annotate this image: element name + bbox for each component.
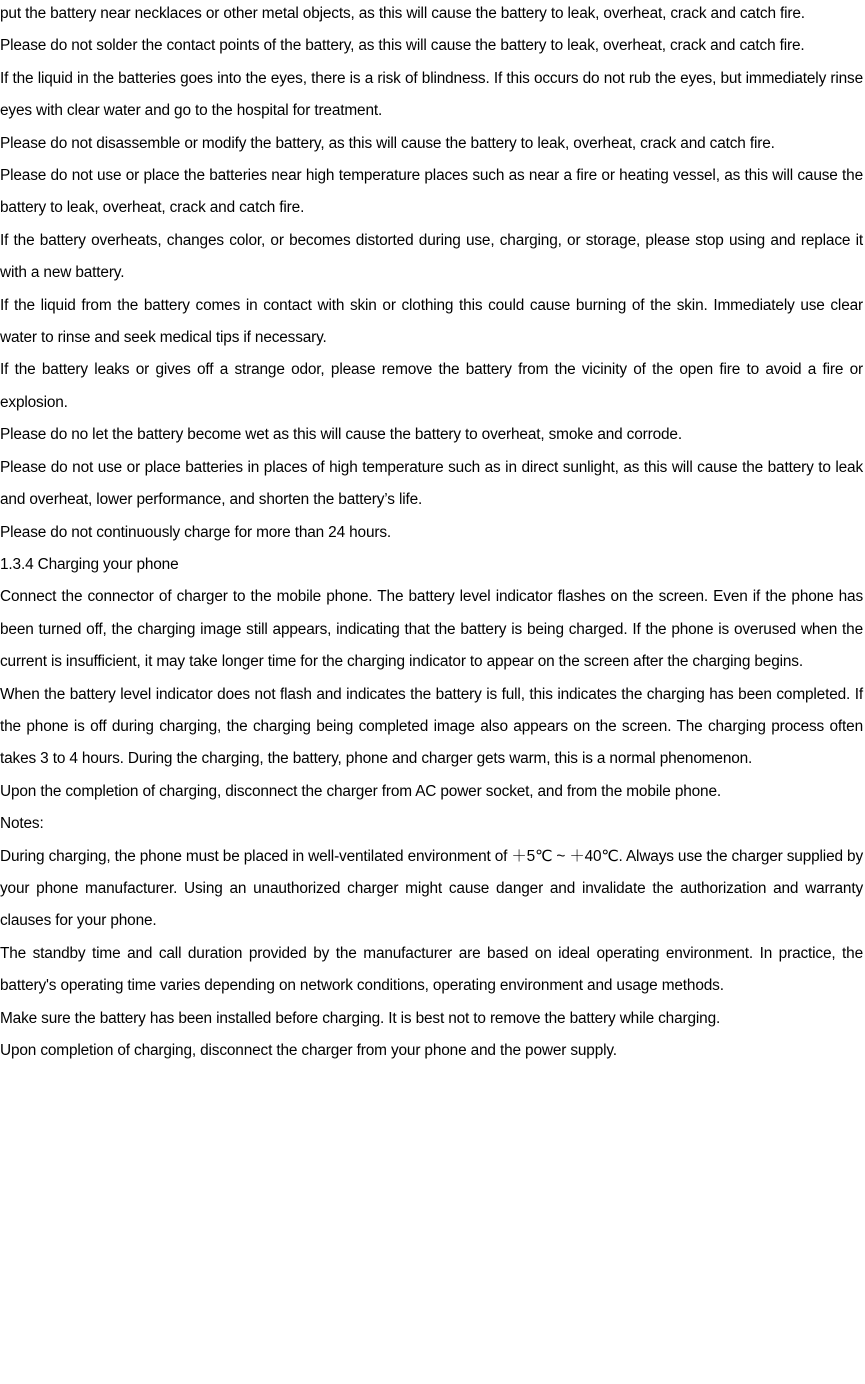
paragraph-battery-installed: Make sure the battery has been installed before charging. It is best not to remove the battery while charging. <box>0 1009 721 1027</box>
paragraph-direct-sunlight: Please do not use or place batteries in places of high temperature such as in direct sunlight, as this will cause the battery to leak and overheat, lower performance, and shorten the battery’s life. <box>0 458 863 509</box>
paragraph-overheats: If the battery overheats, changes color, or becomes distorted during use, charging, or storage, please stop using and replace it with a new battery. <box>0 231 863 282</box>
paragraph-disassemble: Please do not disassemble or modify the battery, as this will cause the battery to leak, overheat, crack and catch fire. <box>0 134 775 152</box>
paragraph-metal-objects: put the battery near necklaces or other metal objects, as this will cause the battery to leak, overheat, crack and catch fire. <box>0 5 805 22</box>
paragraph-leaks-odor: If the battery leaks or gives off a strange odor, please remove the battery from the vicinity of the open fire to avoid a fire or explosion. <box>0 361 863 411</box>
paragraph-liquid-eyes: If the liquid in the batteries goes into the eyes, there is a risk of blindness. If this occurs do not rub the eyes, but immediately rinse eyes with clear water and go to the hospital for treatment. <box>0 69 863 120</box>
paragraph-high-temperature-places: Please do not use or place the batteries near high temperature places such as near a fire or heating vessel, as this will cause the battery to leak, overheat, crack and catch fire. <box>0 167 863 217</box>
paragraph-solder-contacts: Please do not solder the contact points of the battery, as this will cause the battery to leak, overheat, crack and catch fire. <box>0 37 805 55</box>
paragraph-battery-full: When the battery level indicator does not flash and indicates the battery is full, this indicates the charging has been completed. If the phone is off during charging, the charging being completed image also appears on the screen. The charging process often takes 3 to 4 hours. During the charging, the battery, phone and charger gets warm, this is a normal phenomenon. <box>0 685 863 768</box>
notes-label: Notes: <box>0 815 44 833</box>
paragraph-connect-charger: Connect the connector of charger to the mobile phone. The battery level indicator flashes on the screen. Even if the phone has been turned off, the charging image still appears, indicating that the battery is being charged. If the phone is overused when the current is insufficient, it may take longer time for the charging indicator to appear on the screen after the charging begins. <box>0 588 863 671</box>
section-heading-charging: 1.3.4 Charging your phone <box>0 555 179 573</box>
paragraph-disconnect-ac: Upon the completion of charging, disconnect the charger from AC power socket, and from the mobile phone. <box>0 782 721 800</box>
paragraph-wet: Please do no let the battery become wet as this will cause the battery to overheat, smoke and corrode. <box>0 426 682 444</box>
paragraph-ventilated-environment: During charging, the phone must be placed in well-ventilated environment of ＋5℃ ~ ＋40℃. Always use the charger supplied by your phone manufacturer. Using an unauthorized charger might cause danger and invalidate the authorization and warranty clauses for your phone. <box>0 847 863 930</box>
paragraph-liquid-skin: If the liquid from the battery comes in contact with skin or clothing this could cause burning of the skin. Immediately use clear water to rinse and seek medical tips if necessary. <box>0 296 863 347</box>
paragraph-continuous-charge: Please do not continuously charge for more than 24 hours. <box>0 523 391 541</box>
paragraph-completion-disconnect: Upon completion of charging, disconnect the charger from your phone and the power supply. <box>0 1042 617 1059</box>
paragraph-standby-time: The standby time and call duration provided by the manufacturer are based on ideal operating environment. In practice, the battery's operating time varies depending on network conditions, operating environment and usage methods. <box>0 944 863 995</box>
